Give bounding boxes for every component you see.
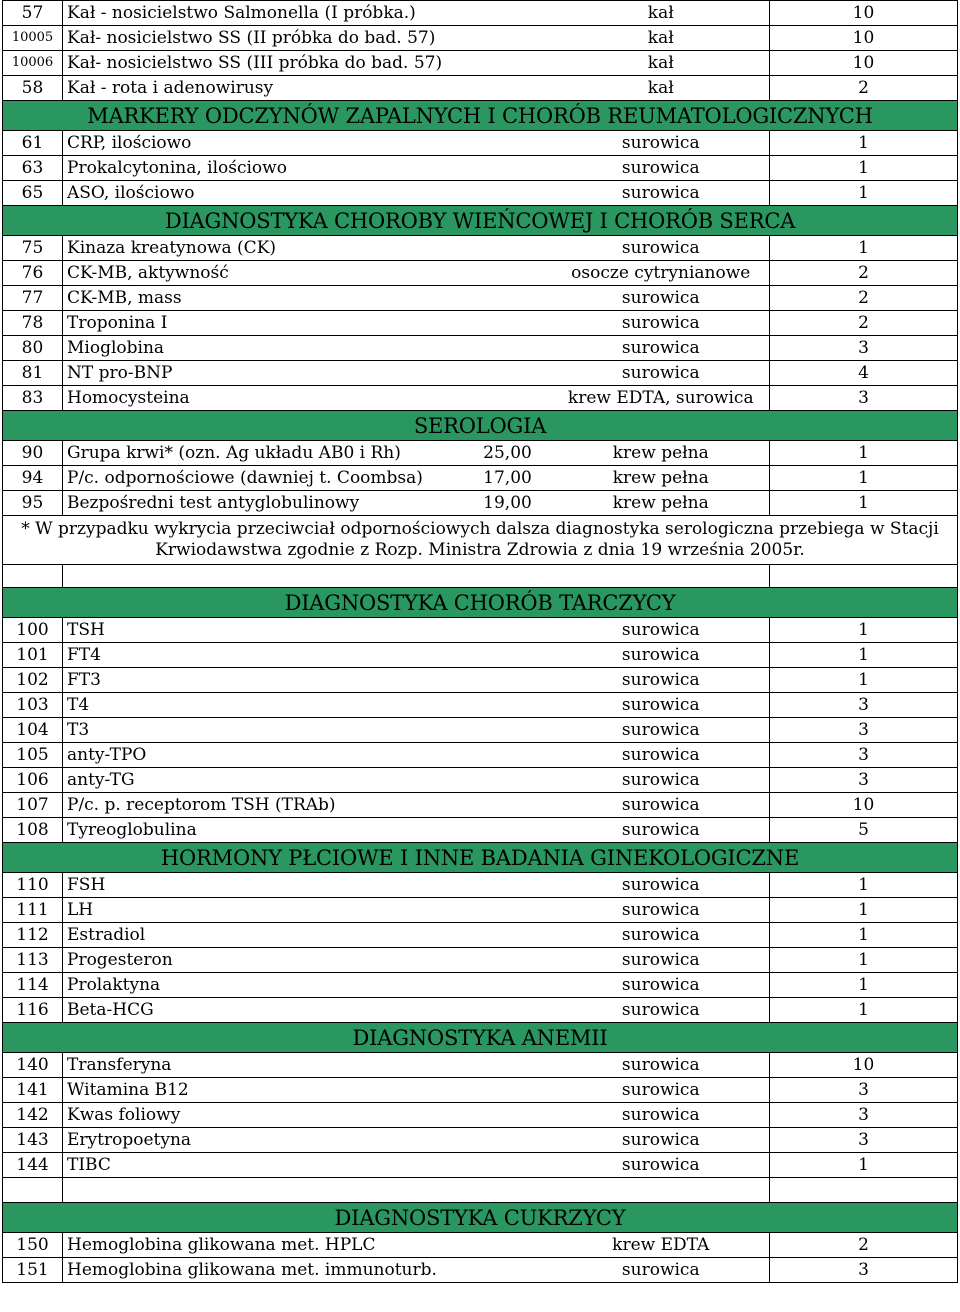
- empty-cell: [553, 565, 770, 588]
- table-row: [3, 793, 958, 818]
- material-cell: krew EDTA, surowica: [553, 386, 770, 411]
- table-row: [3, 1, 958, 26]
- test-name-cell: Transferyna: [63, 1053, 463, 1078]
- material-cell: surowica: [553, 1258, 770, 1283]
- price-cell: [463, 156, 553, 181]
- material-cell: krew pełna: [553, 466, 770, 491]
- table-row: [3, 311, 958, 336]
- test-code-cell: 107: [3, 793, 63, 818]
- test-name-cell: TSH: [63, 618, 463, 643]
- turnaround-days-cell: 1: [770, 236, 958, 261]
- test-code-cell: 150: [3, 1233, 63, 1258]
- table-row: [3, 76, 958, 101]
- turnaround-days-cell: 10: [770, 26, 958, 51]
- material-cell: osocze cytrynianowe: [553, 261, 770, 286]
- table-row: [3, 923, 958, 948]
- material-cell: surowica: [553, 718, 770, 743]
- material-cell: surowica: [553, 948, 770, 973]
- empty-cell: [553, 1178, 770, 1203]
- material-cell: surowica: [553, 156, 770, 181]
- table-row: [3, 156, 958, 181]
- price-cell: [463, 261, 553, 286]
- test-name-cell: Mioglobina: [63, 336, 463, 361]
- table-row: [3, 1233, 958, 1258]
- test-name-cell: Kwas foliowy: [63, 1103, 463, 1128]
- test-name-cell: Grupa krwi* (ozn. Ag układu AB0 i Rh): [63, 441, 463, 466]
- turnaround-days-cell: 3: [770, 693, 958, 718]
- turnaround-days-cell: 1: [770, 668, 958, 693]
- test-code-cell: 142: [3, 1103, 63, 1128]
- table-row: [3, 236, 958, 261]
- section-header-row: [3, 411, 958, 441]
- test-name-cell: FSH: [63, 873, 463, 898]
- test-code-cell: 105: [3, 743, 63, 768]
- price-cell: [463, 768, 553, 793]
- section-header-row: [3, 588, 958, 618]
- table-row: [3, 491, 958, 516]
- test-code-cell: 140: [3, 1053, 63, 1078]
- price-cell: [463, 386, 553, 411]
- test-name-cell: Beta-HCG: [63, 998, 463, 1023]
- test-code-cell: 143: [3, 1128, 63, 1153]
- price-cell: [463, 1053, 553, 1078]
- test-code-cell: 83: [3, 386, 63, 411]
- test-code-cell: 90: [3, 441, 63, 466]
- table-row: [3, 998, 958, 1023]
- turnaround-days-cell: 1: [770, 131, 958, 156]
- turnaround-days-cell: 1: [770, 873, 958, 898]
- test-name-cell: Homocysteina: [63, 386, 463, 411]
- price-cell: [463, 948, 553, 973]
- test-name-cell: FT3: [63, 668, 463, 693]
- price-cell: [463, 618, 553, 643]
- table-row: [3, 818, 958, 843]
- empty-row: [3, 565, 958, 588]
- table-row: [3, 1053, 958, 1078]
- price-cell: [463, 336, 553, 361]
- material-cell: surowica: [553, 336, 770, 361]
- table-row: [3, 693, 958, 718]
- table-row: [3, 1078, 958, 1103]
- test-code-cell: 65: [3, 181, 63, 206]
- price-cell: [463, 1258, 553, 1283]
- test-code-cell: 112: [3, 923, 63, 948]
- price-cell: [463, 361, 553, 386]
- turnaround-days-cell: 1: [770, 898, 958, 923]
- test-code-cell: 57: [3, 1, 63, 26]
- turnaround-days-cell: 5: [770, 818, 958, 843]
- turnaround-days-cell: 10: [770, 793, 958, 818]
- price-cell: [463, 873, 553, 898]
- test-name-cell: TIBC: [63, 1153, 463, 1178]
- price-cell: [463, 923, 553, 948]
- test-name-cell: Tyreoglobulina: [63, 818, 463, 843]
- material-cell: kał: [553, 1, 770, 26]
- section-title: DIAGNOSTYKA CHORÓB TARCZYCY: [3, 588, 958, 618]
- table-row: [3, 618, 958, 643]
- material-cell: kał: [553, 26, 770, 51]
- table-row: [3, 1153, 958, 1178]
- test-code-cell: 10005: [3, 26, 63, 51]
- test-name-cell: T4: [63, 693, 463, 718]
- test-name-cell: Hemoglobina glikowana met. immunoturb.: [63, 1258, 463, 1283]
- material-cell: surowica: [553, 643, 770, 668]
- section-title: DIAGNOSTYKA CHOROBY WIEŃCOWEJ I CHORÓB SERCA: [3, 206, 958, 236]
- material-cell: surowica: [553, 311, 770, 336]
- test-code-cell: 103: [3, 693, 63, 718]
- section-title: DIAGNOSTYKA CUKRZYCY: [3, 1203, 958, 1233]
- price-cell: [463, 643, 553, 668]
- price-cell: [463, 1078, 553, 1103]
- test-code-cell: 110: [3, 873, 63, 898]
- turnaround-days-cell: 1: [770, 466, 958, 491]
- test-name-cell: Kał - nosicielstwo Salmonella (I próbka.): [63, 1, 463, 26]
- material-cell: surowica: [553, 618, 770, 643]
- section-header-row: [3, 1203, 958, 1233]
- test-name-cell: Kinaza kreatynowa (CK): [63, 236, 463, 261]
- table-body: [3, 1, 958, 1283]
- test-code-cell: 81: [3, 361, 63, 386]
- turnaround-days-cell: 1: [770, 156, 958, 181]
- price-cell: [463, 973, 553, 998]
- table-row: [3, 948, 958, 973]
- test-code-cell: 61: [3, 131, 63, 156]
- material-cell: surowica: [553, 1128, 770, 1153]
- price-cell: [463, 181, 553, 206]
- empty-cell: [463, 1178, 553, 1203]
- price-cell: [463, 898, 553, 923]
- turnaround-days-cell: 1: [770, 1153, 958, 1178]
- price-cell: [463, 1233, 553, 1258]
- turnaround-days-cell: 3: [770, 1258, 958, 1283]
- test-name-cell: anty-TG: [63, 768, 463, 793]
- turnaround-days-cell: 3: [770, 768, 958, 793]
- material-cell: surowica: [553, 818, 770, 843]
- turnaround-days-cell: 3: [770, 1128, 958, 1153]
- turnaround-days-cell: 1: [770, 923, 958, 948]
- material-cell: surowica: [553, 898, 770, 923]
- test-code-cell: 106: [3, 768, 63, 793]
- table-row: [3, 361, 958, 386]
- test-name-cell: Bezpośredni test antyglobulinowy: [63, 491, 463, 516]
- price-cell: [463, 26, 553, 51]
- section-header-row: [3, 843, 958, 873]
- turnaround-days-cell: 10: [770, 51, 958, 76]
- turnaround-days-cell: 2: [770, 286, 958, 311]
- lab-test-table: [2, 0, 958, 1283]
- material-cell: surowica: [553, 973, 770, 998]
- turnaround-days-cell: 3: [770, 386, 958, 411]
- price-cell: [463, 1128, 553, 1153]
- test-code-cell: 101: [3, 643, 63, 668]
- turnaround-days-cell: 2: [770, 311, 958, 336]
- empty-cell: [770, 1178, 958, 1203]
- test-name-cell: P/c. odpornościowe (dawniej t. Coombsa): [63, 466, 463, 491]
- material-cell: surowica: [553, 1153, 770, 1178]
- turnaround-days-cell: 1: [770, 491, 958, 516]
- turnaround-days-cell: 10: [770, 1, 958, 26]
- test-code-cell: 102: [3, 668, 63, 693]
- empty-cell: [3, 1178, 63, 1203]
- test-name-cell: Hemoglobina glikowana met. HPLC: [63, 1233, 463, 1258]
- table-row: [3, 131, 958, 156]
- price-cell: [463, 76, 553, 101]
- material-cell: surowica: [553, 1103, 770, 1128]
- turnaround-days-cell: 1: [770, 973, 958, 998]
- price-cell: 25,00: [463, 441, 553, 466]
- test-code-cell: 111: [3, 898, 63, 923]
- material-cell: surowica: [553, 768, 770, 793]
- test-code-cell: 77: [3, 286, 63, 311]
- test-code-cell: 78: [3, 311, 63, 336]
- test-code-cell: 116: [3, 998, 63, 1023]
- turnaround-days-cell: 10: [770, 1053, 958, 1078]
- test-code-cell: 114: [3, 973, 63, 998]
- test-name-cell: Estradiol: [63, 923, 463, 948]
- material-cell: surowica: [553, 693, 770, 718]
- price-cell: [463, 998, 553, 1023]
- material-cell: surowica: [553, 743, 770, 768]
- turnaround-days-cell: 3: [770, 1103, 958, 1128]
- table-row: [3, 336, 958, 361]
- test-name-cell: Progesteron: [63, 948, 463, 973]
- section-header-row: [3, 1023, 958, 1053]
- empty-cell: [3, 565, 63, 588]
- test-name-cell: NT pro-BNP: [63, 361, 463, 386]
- empty-cell: [63, 1178, 463, 1203]
- material-cell: surowica: [553, 998, 770, 1023]
- price-cell: [463, 286, 553, 311]
- table-row: [3, 973, 958, 998]
- test-name-cell: Kał- nosicielstwo SS (III próbka do bad. 57): [63, 51, 463, 76]
- test-code-cell: 151: [3, 1258, 63, 1283]
- turnaround-days-cell: 1: [770, 998, 958, 1023]
- test-code-cell: 76: [3, 261, 63, 286]
- test-name-cell: FT4: [63, 643, 463, 668]
- price-cell: [463, 1153, 553, 1178]
- turnaround-days-cell: 1: [770, 181, 958, 206]
- price-cell: [463, 743, 553, 768]
- price-cell: [463, 1, 553, 26]
- turnaround-days-cell: 1: [770, 948, 958, 973]
- table-row: [3, 718, 958, 743]
- empty-row: [3, 1178, 958, 1203]
- table-row: [3, 743, 958, 768]
- test-name-cell: Kał- nosicielstwo SS (II próbka do bad. 57): [63, 26, 463, 51]
- test-code-cell: 95: [3, 491, 63, 516]
- material-cell: krew pełna: [553, 441, 770, 466]
- test-code-cell: 104: [3, 718, 63, 743]
- price-cell: [463, 793, 553, 818]
- material-cell: surowica: [553, 236, 770, 261]
- section-header-row: [3, 206, 958, 236]
- empty-cell: [463, 565, 553, 588]
- section-title: DIAGNOSTYKA ANEMII: [3, 1023, 958, 1053]
- material-cell: kał: [553, 76, 770, 101]
- price-cell: [463, 693, 553, 718]
- material-cell: surowica: [553, 286, 770, 311]
- test-name-cell: Kał - rota i adenowirusy: [63, 76, 463, 101]
- turnaround-days-cell: 3: [770, 336, 958, 361]
- material-cell: surowica: [553, 181, 770, 206]
- table-row: [3, 386, 958, 411]
- test-name-cell: Prokalcytonina, ilościowo: [63, 156, 463, 181]
- material-cell: kał: [553, 51, 770, 76]
- table-row: [3, 51, 958, 76]
- material-cell: krew EDTA: [553, 1233, 770, 1258]
- section-title: MARKERY ODCZYNÓW ZAPALNYCH I CHORÓB REUMATOLOGICZNYCH: [3, 101, 958, 131]
- material-cell: surowica: [553, 923, 770, 948]
- section-title: HORMONY PŁCIOWE I INNE BADANIA GINEKOLOGICZNE: [3, 843, 958, 873]
- turnaround-days-cell: 1: [770, 643, 958, 668]
- table-row: [3, 1128, 958, 1153]
- price-cell: [463, 131, 553, 156]
- test-name-cell: ASO, ilościowo: [63, 181, 463, 206]
- turnaround-days-cell: 4: [770, 361, 958, 386]
- test-code-cell: 80: [3, 336, 63, 361]
- price-cell: [463, 818, 553, 843]
- price-cell: [463, 668, 553, 693]
- material-cell: surowica: [553, 361, 770, 386]
- test-name-cell: Troponina I: [63, 311, 463, 336]
- test-name-cell: Prolaktyna: [63, 973, 463, 998]
- test-code-cell: 141: [3, 1078, 63, 1103]
- table-row: [3, 466, 958, 491]
- price-cell: 19,00: [463, 491, 553, 516]
- table-row: [3, 441, 958, 466]
- material-cell: surowica: [553, 131, 770, 156]
- test-code-cell: 75: [3, 236, 63, 261]
- turnaround-days-cell: 1: [770, 441, 958, 466]
- material-cell: surowica: [553, 873, 770, 898]
- table-row: [3, 768, 958, 793]
- test-code-cell: 63: [3, 156, 63, 181]
- test-code-cell: 113: [3, 948, 63, 973]
- test-name-cell: anty-TPO: [63, 743, 463, 768]
- table-row: [3, 873, 958, 898]
- table-row: [3, 181, 958, 206]
- section-title: SEROLOGIA: [3, 411, 958, 441]
- material-cell: surowica: [553, 1053, 770, 1078]
- test-name-cell: Erytropoetyna: [63, 1128, 463, 1153]
- table-row: [3, 643, 958, 668]
- price-cell: [463, 236, 553, 261]
- turnaround-days-cell: 3: [770, 743, 958, 768]
- test-name-cell: LH: [63, 898, 463, 923]
- footnote-row: [3, 516, 958, 565]
- table-row: [3, 668, 958, 693]
- section-header-row: [3, 101, 958, 131]
- material-cell: surowica: [553, 1078, 770, 1103]
- table-row: [3, 261, 958, 286]
- material-cell: krew pełna: [553, 491, 770, 516]
- price-cell: [463, 1103, 553, 1128]
- turnaround-days-cell: 2: [770, 1233, 958, 1258]
- price-cell: 17,00: [463, 466, 553, 491]
- price-cell: [463, 718, 553, 743]
- test-name-cell: Witamina B12: [63, 1078, 463, 1103]
- test-name-cell: P/c. p. receptorom TSH (TRAb): [63, 793, 463, 818]
- price-cell: [463, 51, 553, 76]
- material-cell: surowica: [553, 668, 770, 693]
- test-code-cell: 144: [3, 1153, 63, 1178]
- test-code-cell: 58: [3, 76, 63, 101]
- table-row: [3, 1103, 958, 1128]
- test-code-cell: 94: [3, 466, 63, 491]
- price-cell: [463, 311, 553, 336]
- test-name-cell: CRP, ilościowo: [63, 131, 463, 156]
- material-cell: surowica: [553, 793, 770, 818]
- test-code-cell: 100: [3, 618, 63, 643]
- empty-cell: [770, 565, 958, 588]
- table-row: [3, 1258, 958, 1283]
- test-code-cell: 10006: [3, 51, 63, 76]
- table-row: [3, 26, 958, 51]
- turnaround-days-cell: 3: [770, 1078, 958, 1103]
- turnaround-days-cell: 2: [770, 261, 958, 286]
- test-name-cell: CK-MB, aktywność: [63, 261, 463, 286]
- footnote-text: * W przypadku wykrycia przeciwciał odpornościowych dalsza diagnostyka serologiczna przebiega w Stacji Krwiodawstwa zgodnie z Rozp. Ministra Zdrowia z dnia 19 września 2005r.: [3, 516, 958, 565]
- test-code-cell: 108: [3, 818, 63, 843]
- turnaround-days-cell: 3: [770, 718, 958, 743]
- test-name-cell: T3: [63, 718, 463, 743]
- table-row: [3, 286, 958, 311]
- table-row: [3, 898, 958, 923]
- test-name-cell: CK-MB, mass: [63, 286, 463, 311]
- empty-cell: [63, 565, 463, 588]
- turnaround-days-cell: 2: [770, 76, 958, 101]
- turnaround-days-cell: 1: [770, 618, 958, 643]
